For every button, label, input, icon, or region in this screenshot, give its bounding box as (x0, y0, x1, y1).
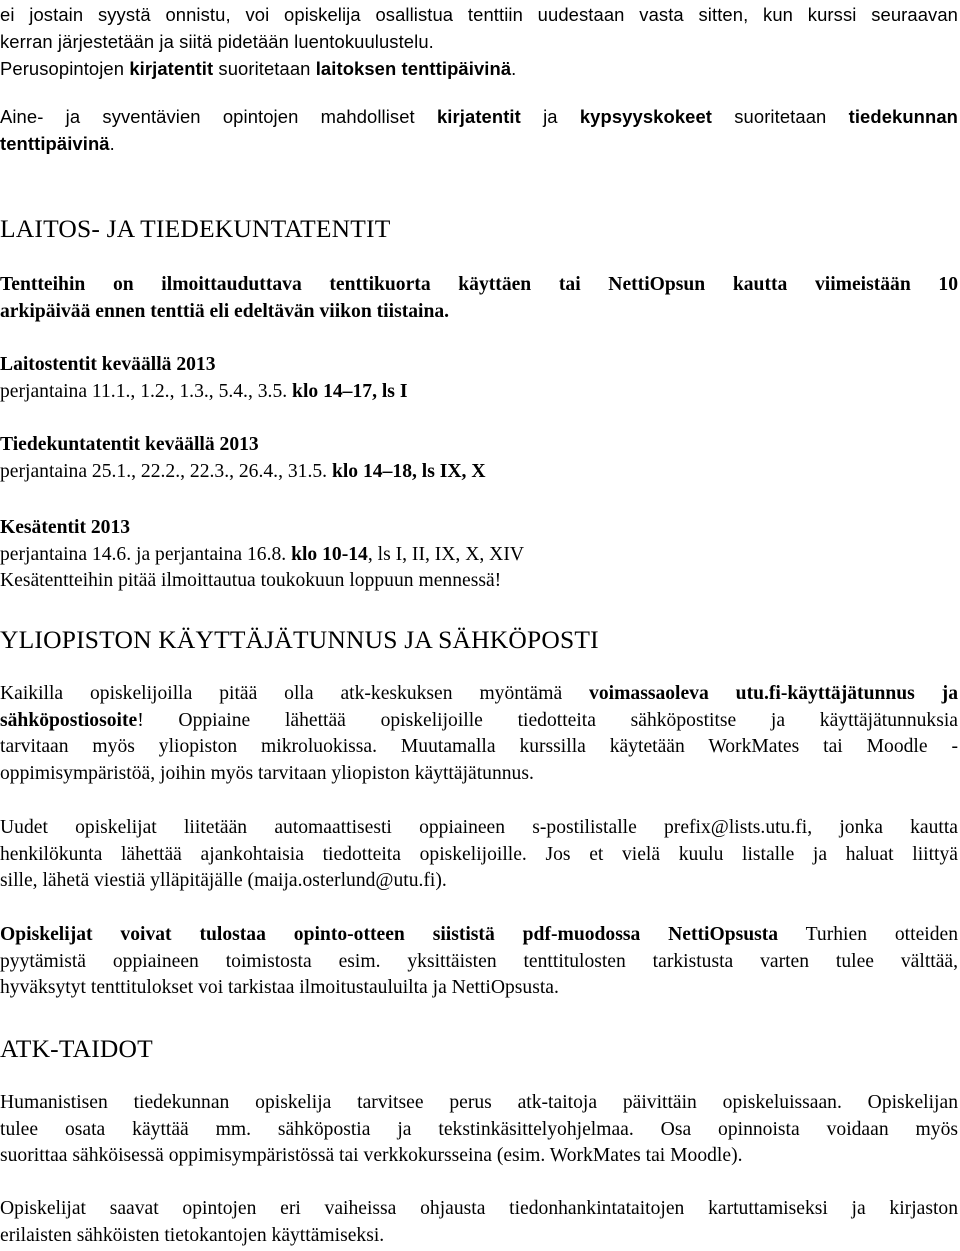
atk-paragraph-2: Opiskelijat saavat opintojen eri vaiheissa ohjausta tiedonhankintataitojen kartuttamiseksi ja kirjaston erilaisten sähköisten tietokantojen käyttämiseksi. (0, 1198, 958, 1246)
intro-line: ei jostain syystä onnistu, voi opiskelija osallistua tenttiin uudestaan vasta sitten, kun kurssi seuraavan (0, 4, 958, 25)
laitostentit-block: Laitostentit keväällä 2013 perjantaina 11.1., 1.2., 1.3., 5.4., 3.5. klo 14–17, ls I (0, 352, 958, 405)
kesatentit-block: Kesätentit 2013 perjantaina 14.6. ja perjantaina 16.8. klo 10-14, ls I, II, IX, X, XIV Kesätentteihin pitää ilmoittautua toukokuun loppuun mennessä! (0, 515, 958, 595)
laitos-intro: Tentteihin on ilmoittauduttava tenttikuorta käyttäen tai NettiOpsun kautta viimeistään 10 arkipäivää ennen tenttiä eli edeltävän viikon tiistaina. (0, 274, 958, 322)
kesatentit-title: Kesätentit 2013 (0, 517, 131, 538)
atk-paragraph-1: Humanistisen tiedekunnan opiskelija tarvitsee perus atk-taitoja päivittäin opiskeluissaan. Opiskelijan tulee osata käyttää mm. sähköpostia ja tekstinkäsittelyohjelmaa. Osa opinnoista voidaan myös suorittaa sähköisessä oppimisympäristössä tai verkkokursseina (esim. WorkMates tai Moodle). (0, 1092, 958, 1166)
tiedekuntatentit-block: Tiedekuntatentit keväällä 2013 perjantaina 25.1., 22.2., 22.3., 26.4., 31.5. klo 14–18, ls IX, X (0, 432, 958, 485)
kirjatentit-paragraph-1: Perusopintojen kirjatentit suoritetaan laitoksen tenttipäivinä. (0, 58, 517, 79)
intro-paragraph (0, 2, 958, 55)
kirjatentit-paragraph-2: Aine- ja syventävien opintojen mahdolliset kirjatentit ja kypsyyskokeet suoritetaan tiedekunnan tenttipäivinä. (0, 106, 959, 154)
laitostentit-title: Laitostentit keväällä 2013 (0, 354, 216, 375)
section-heading-atk: ATK-TAIDOT (0, 1034, 153, 1063)
section-heading-laitos: LAITOS- JA TIEDEKUNTATENTIT (0, 214, 391, 243)
intro-line: kerran järjestetään ja siitä pidetään luentokuulustelu. (0, 30, 434, 52)
yliopisto-paragraph-2: Uudet opiskelijat liitetään automaattisesti oppiaineen s-postilistalle prefix@lists.utu.fi, jonka kautta henkilökunta lähettää ajankohtaisia tiedotteita opiskelijoille. Jos et vielä kuulu listalle ja haluat liittyä sille, lähetä viestiä ylläpitäjälle (maija.osterlund@utu.fi). (0, 817, 958, 891)
kesatentit-note: Kesätentteihin pitää ilmoittautua toukokuun loppuun mennessä! (0, 570, 502, 591)
yliopisto-paragraph-3: Opiskelijat voivat tulostaa opinto-otteen siististä pdf-muodossa NettiOpsusta Turhien otteiden pyytämistä oppiaineen toimistosta esim. yksittäisten tenttitulosten tarkistusta varten tulee välttää, hyväksytyt tenttitulokset voi tarkistaa ilmoitustauluilta ja NettiOpsusta. (0, 924, 958, 998)
section-heading-yliopisto: YLIOPISTON KÄYTTÄJÄTUNNUS JA SÄHKÖPOSTI (0, 625, 599, 654)
tiedekuntatentit-title: Tiedekuntatentit keväällä 2013 (0, 434, 259, 455)
yliopisto-paragraph-1: Kaikilla opiskelijoilla pitää olla atk-keskuksen myöntämä voimassaoleva utu.fi-käyttäjätunnus ja sähköpostiosoite! Oppiaine lähettää opiskelijoille tiedotteita sähköpostitse ja käyttäjätunnuksia tarvitaan myös yliopiston mikroluokissa. Muutamalla kurssilla käytetään WorkMates tai Moodle - oppimisympäristöä, joihin myös tarvitaan yliopiston käyttäjätunnus. (0, 683, 958, 784)
